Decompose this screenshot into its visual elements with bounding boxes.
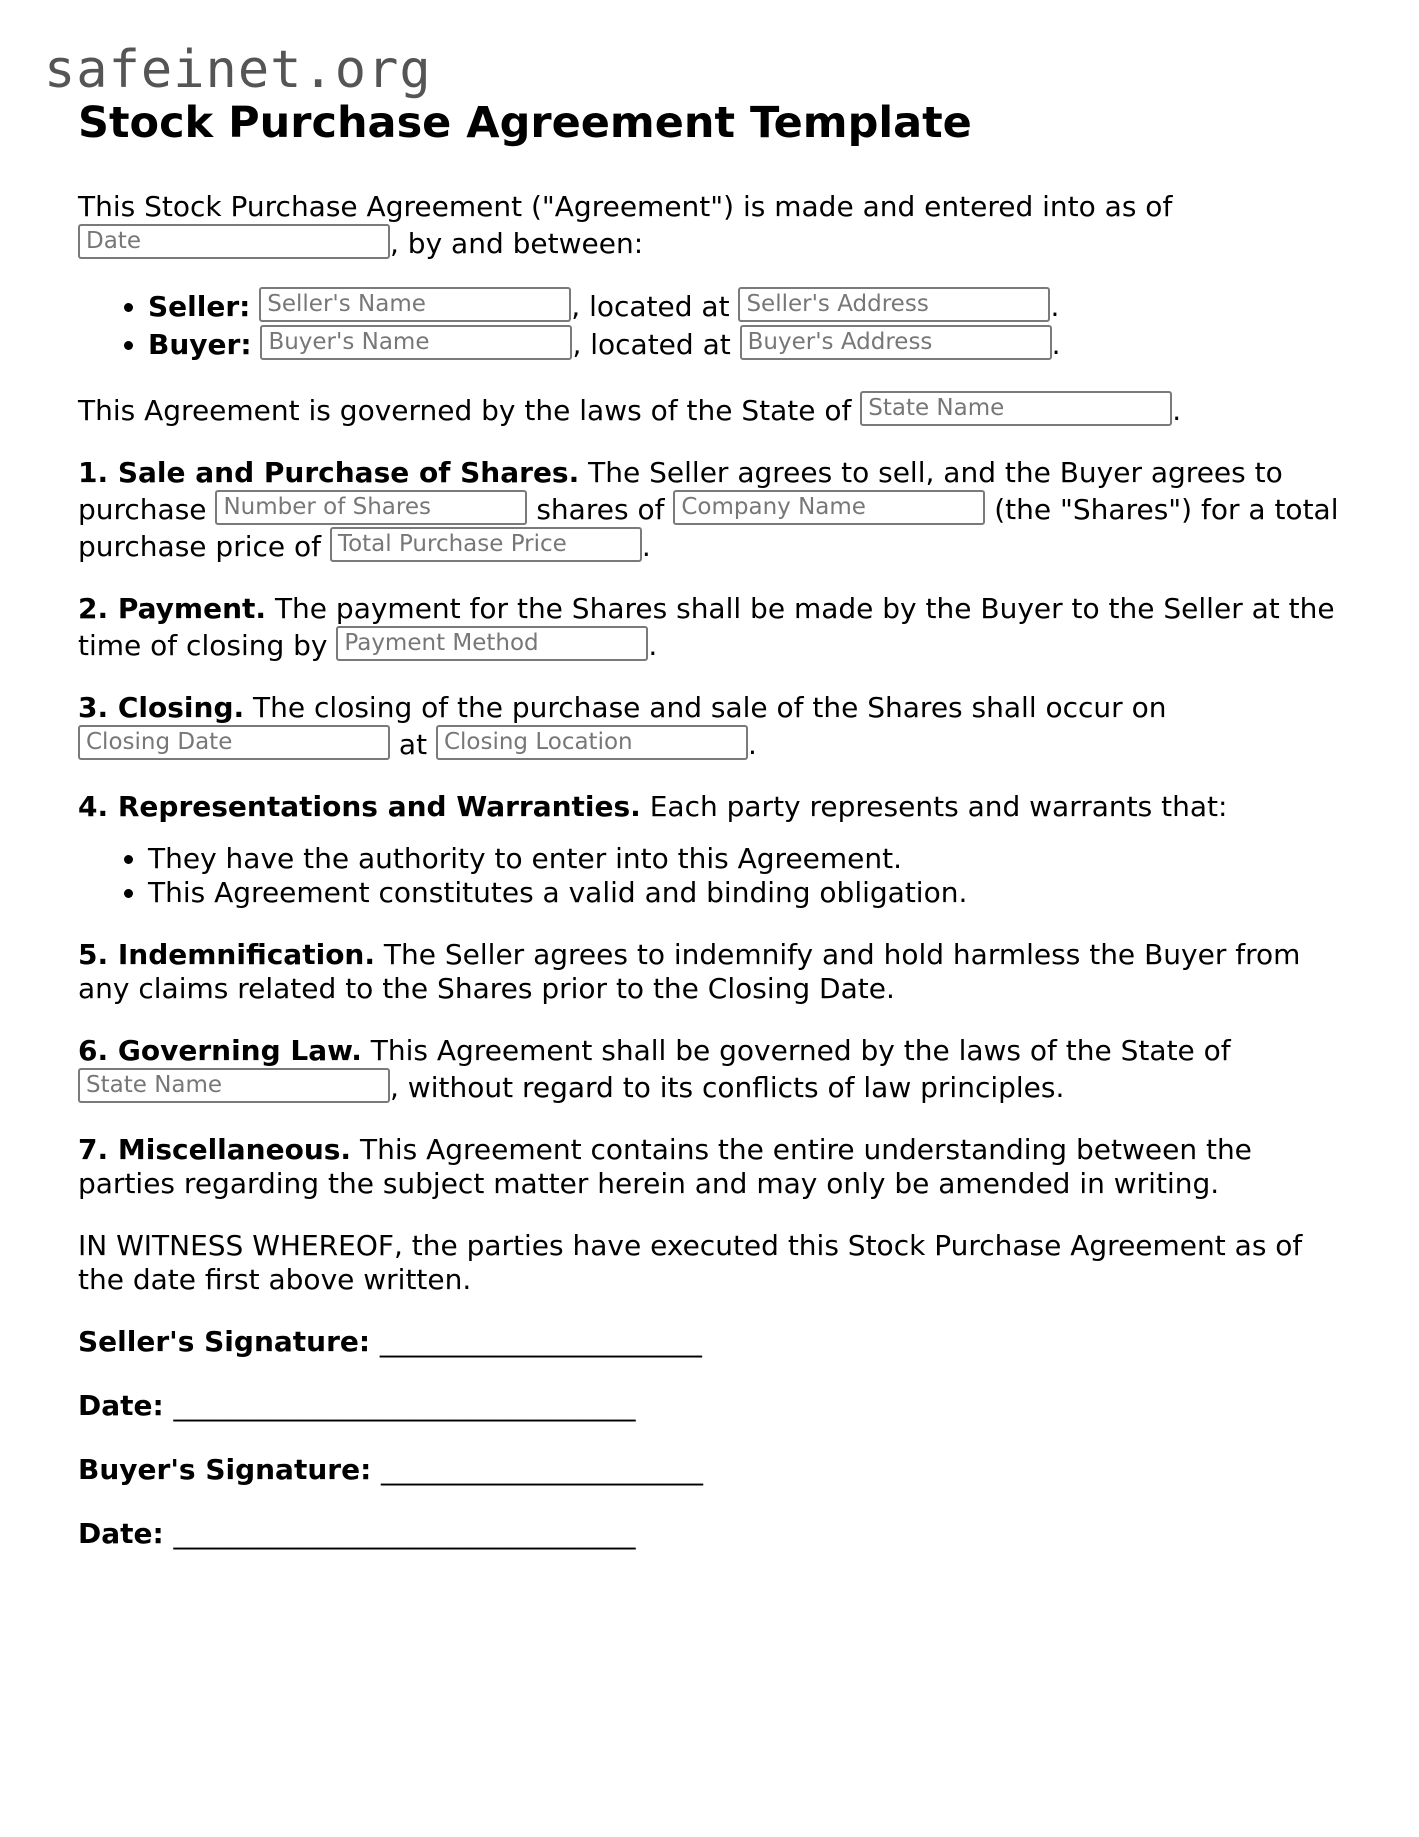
seller-end: .	[1050, 290, 1060, 323]
intro-suffix: , by and between:	[390, 227, 644, 260]
section-3-end: .	[747, 728, 757, 761]
buyer-date-line[interactable]: _________________________________	[173, 1517, 636, 1550]
list-item: • This Agreement constitutes a valid and binding obligation.	[148, 876, 1348, 910]
section-sale-purchase	[78, 456, 1348, 564]
section-governing-law	[78, 1034, 1348, 1105]
buyer-date-label: Date:	[78, 1517, 164, 1550]
section-1-shares-of: shares of	[536, 493, 665, 526]
section-payment	[78, 592, 1348, 663]
parties-list	[78, 287, 1348, 363]
watermark: safeinet.org	[44, 40, 432, 100]
intro-text: This Stock Purchase Agreement ("Agreement") is made and entered into as of	[78, 190, 1173, 223]
witness-paragraph: IN WITNESS WHEREOF, the parties have executed this Stock Purchase Agreement as of the date first above written.	[78, 1229, 1303, 1296]
section-2-heading: 2. Payment.	[78, 592, 267, 625]
company-name-field[interactable]: Company Name	[673, 490, 985, 525]
section-3-text: The closing of the purchase and sale of the Shares shall occur on	[253, 691, 1167, 724]
payment-method-field[interactable]: Payment Method	[336, 626, 648, 661]
warranties-list	[78, 842, 1348, 910]
section-3-heading: 3. Closing.	[78, 691, 245, 724]
buyer-address-field[interactable]: Buyer's Address	[740, 325, 1052, 360]
section-1-heading: 1. Sale and Purchase of Shares.	[78, 456, 580, 489]
section-7-text: This Agreement contains the entire understanding between the parties regarding the subject matter herein and may only be amended in writing.	[78, 1133, 1252, 1200]
list-item: • They have the authority to enter into this Agreement.	[148, 842, 1348, 876]
section-6-heading: 6. Governing Law.	[78, 1034, 362, 1067]
buyer-signature-row	[78, 1453, 1348, 1487]
seller-date-line[interactable]: _________________________________	[173, 1389, 636, 1422]
governed-paragraph	[78, 391, 1348, 428]
seller-signature-label: Seller's Signature:	[78, 1325, 371, 1358]
seller-date-row	[78, 1389, 1348, 1423]
total-purchase-price-field[interactable]: Total Purchase Price	[330, 527, 642, 562]
date-field[interactable]: Date	[78, 224, 390, 259]
section-6-text: This Agreement shall be governed by the laws of the State of	[370, 1034, 1231, 1067]
section-4-heading: 4. Representations and Warranties.	[78, 790, 641, 823]
buyer-name-field[interactable]: Buyer's Name	[260, 325, 572, 360]
party-buyer	[148, 325, 1348, 363]
document-body	[78, 96, 1348, 1581]
buyer-label: Buyer:	[148, 328, 252, 361]
section-2-text: The payment for the Shares shall be made by the Buyer to the Seller at the time of closing by	[78, 592, 1335, 662]
seller-label: Seller:	[148, 290, 251, 323]
section-5-text: The Seller agrees to indemnify and hold harmless the Buyer from any claims related to the Shares prior to the Closing Date.	[78, 938, 1301, 1005]
section-3-at: at	[398, 728, 428, 761]
seller-signature-row	[78, 1325, 1348, 1359]
section-6-suffix: , without regard to its conflicts of law principles.	[390, 1071, 1065, 1104]
state-name-field[interactable]: State Name	[860, 391, 1172, 426]
closing-location-field[interactable]: Closing Location	[436, 725, 748, 760]
section-representations	[78, 790, 1348, 824]
intro-paragraph	[78, 190, 1348, 261]
section-5-heading: 5. Indemnification.	[78, 938, 375, 971]
page-title: Stock Purchase Agreement Template	[78, 98, 972, 148]
section-indemnification	[78, 938, 1348, 1006]
section-7-heading: 7. Miscellaneous.	[78, 1133, 352, 1166]
section-1-end: .	[641, 530, 651, 563]
governed-end: .	[1172, 394, 1182, 427]
seller-name-field[interactable]: Seller's Name	[259, 287, 571, 322]
buyer-end: .	[1051, 328, 1061, 361]
section-1-text: The Seller agrees to sell, and the Buyer agrees to purchase	[78, 456, 1283, 526]
governed-text: This Agreement is governed by the laws of the State of	[78, 394, 852, 427]
party-seller	[148, 287, 1348, 325]
buyer-signature-line[interactable]: _______________________	[381, 1453, 704, 1486]
seller-signature-line[interactable]: _______________________	[379, 1325, 702, 1358]
seller-address-field[interactable]: Seller's Address	[738, 287, 1050, 322]
seller-date-label: Date:	[78, 1389, 164, 1422]
governing-state-field[interactable]: State Name	[78, 1068, 390, 1103]
seller-located-text: , located at	[571, 290, 730, 323]
section-4-text: Each party represents and warrants that:	[649, 790, 1228, 823]
section-closing	[78, 691, 1348, 762]
number-of-shares-field[interactable]: Number of Shares	[215, 490, 527, 525]
buyer-signature-label: Buyer's Signature:	[78, 1453, 372, 1486]
section-miscellaneous	[78, 1133, 1348, 1201]
section-2-end: .	[648, 629, 658, 662]
section-1-text-3: (the "Shares") for a total purchase price of	[78, 493, 1339, 563]
closing-date-field[interactable]: Closing Date	[78, 725, 390, 760]
buyer-date-row	[78, 1517, 1348, 1551]
buyer-located-text: , located at	[572, 328, 731, 361]
